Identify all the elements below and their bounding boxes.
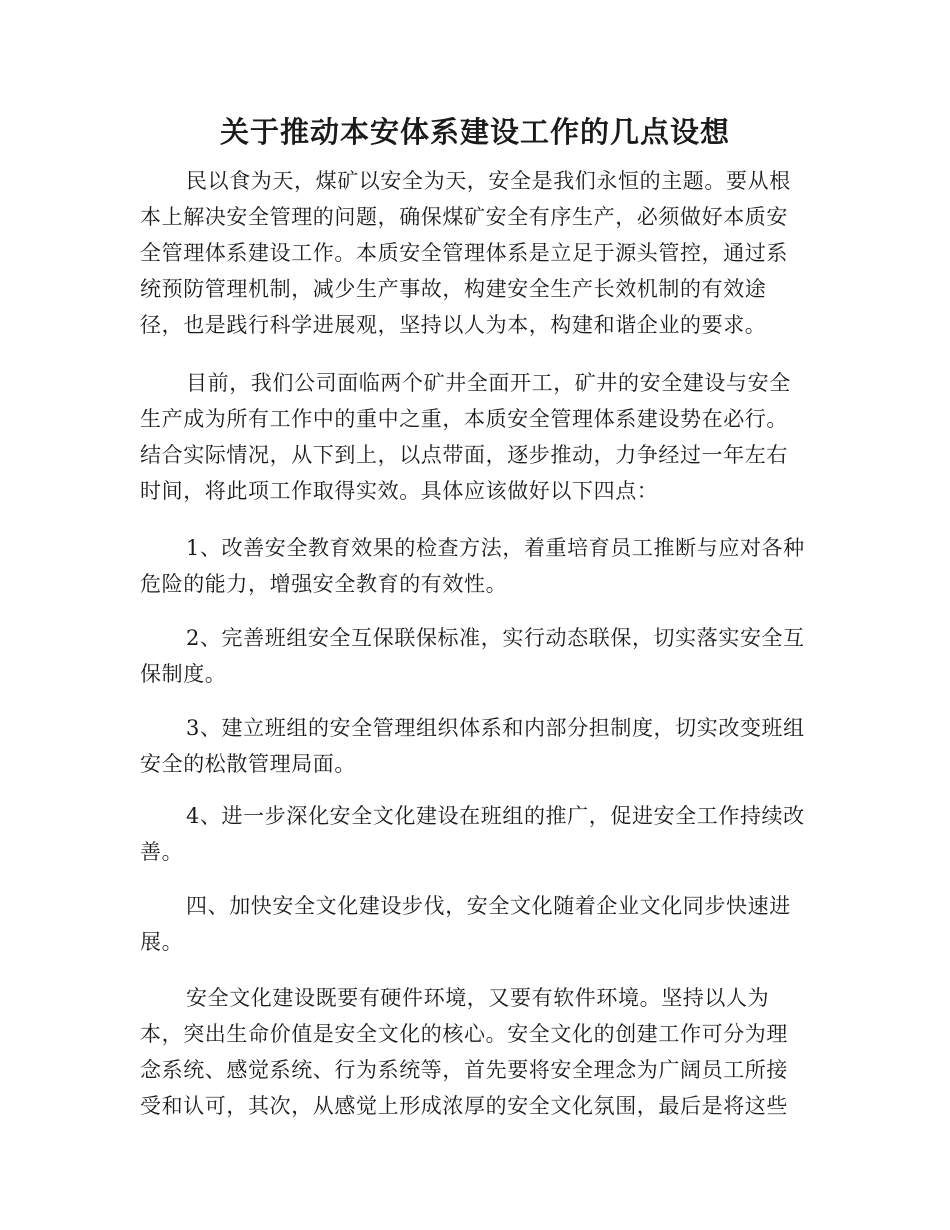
paragraph-line: 4、进一步深化安全文化建设在班组的推广，促进安全工作持续改 (186, 804, 805, 828)
document-title: 关于推动本安体系建设工作的几点设想 (219, 115, 730, 149)
paragraph-line: 民以食为天，煤矿以安全为天，安全是我们永恒的主题。要从根 (186, 169, 791, 193)
paragraph-line: 保制度。 (140, 662, 227, 686)
paragraph-line: 径，也是践行科学进展观，坚持以人为本，构建和谐企业的要求。 (140, 313, 767, 337)
list-item-3 (140, 710, 805, 782)
paragraph-line: 全管理体系建设工作。本质安全管理体系是立足于源头管控，通过系 (140, 241, 788, 265)
paragraph-line: 时间，将此项工作取得实效。具体应该做好以下四点： (140, 479, 659, 503)
list-item-1 (140, 530, 805, 602)
paragraph-line: 生产成为所有工作中的重中之重，本质安全管理体系建设势在必行。 (140, 407, 788, 431)
paragraph-line: 1、改善安全教育效果的检查方法，着重培育员工推断与应对各种 (186, 536, 805, 560)
paragraph-intro (140, 163, 791, 343)
paragraph-line: 安全的松散管理局面。 (140, 752, 356, 776)
list-item-4 (140, 798, 805, 870)
paragraph-line: 本，突出生命价值是安全文化的核心。安全文化的创建工作可分为理 (140, 1022, 788, 1046)
paragraph-line: 统预防管理机制，减少生产事故，构建安全生产长效机制的有效途 (140, 277, 767, 301)
paragraph-line: 危险的能力，增强安全教育的有效性。 (140, 572, 508, 596)
paragraph-line: 念系统、感觉系统、行为系统等，首先要将安全理念为广阔员工所接 (140, 1058, 788, 1082)
paragraph-line: 四、加快安全文化建设步伐，安全文化随着企业文化同步快速进 (186, 894, 791, 918)
paragraph-line: 结合实际情况，从下到上，以点带面，逐步推动，力争经过一年左右 (140, 443, 788, 467)
paragraph-current-situation (140, 365, 791, 509)
paragraph-line: 目前，我们公司面临两个矿井全面开工，矿井的安全建设与安全 (186, 371, 791, 395)
list-item-2 (140, 620, 805, 692)
paragraph-line: 受和认可，其次，从感觉上形成浓厚的安全文化氛围，最后是将这些 (140, 1094, 788, 1118)
paragraph-line: 展。 (140, 930, 184, 954)
paragraph-line: 安全文化建设既要有硬件环境，又要有软件环境。坚持以人为 (186, 986, 770, 1010)
paragraph-line: 3、建立班组的安全管理组织体系和内部分担制度，切实改变班组 (186, 716, 805, 740)
paragraph-safety-culture (140, 980, 788, 1124)
paragraph-line: 本上解决安全管理的问题，确保煤矿安全有序生产，必须做好本质安 (140, 205, 788, 229)
paragraph-line: 2、完善班组安全互保联保标准，实行动态联保，切实落实安全互 (186, 626, 805, 650)
paragraph-line: 善。 (140, 840, 184, 864)
section-four-heading (140, 888, 791, 960)
